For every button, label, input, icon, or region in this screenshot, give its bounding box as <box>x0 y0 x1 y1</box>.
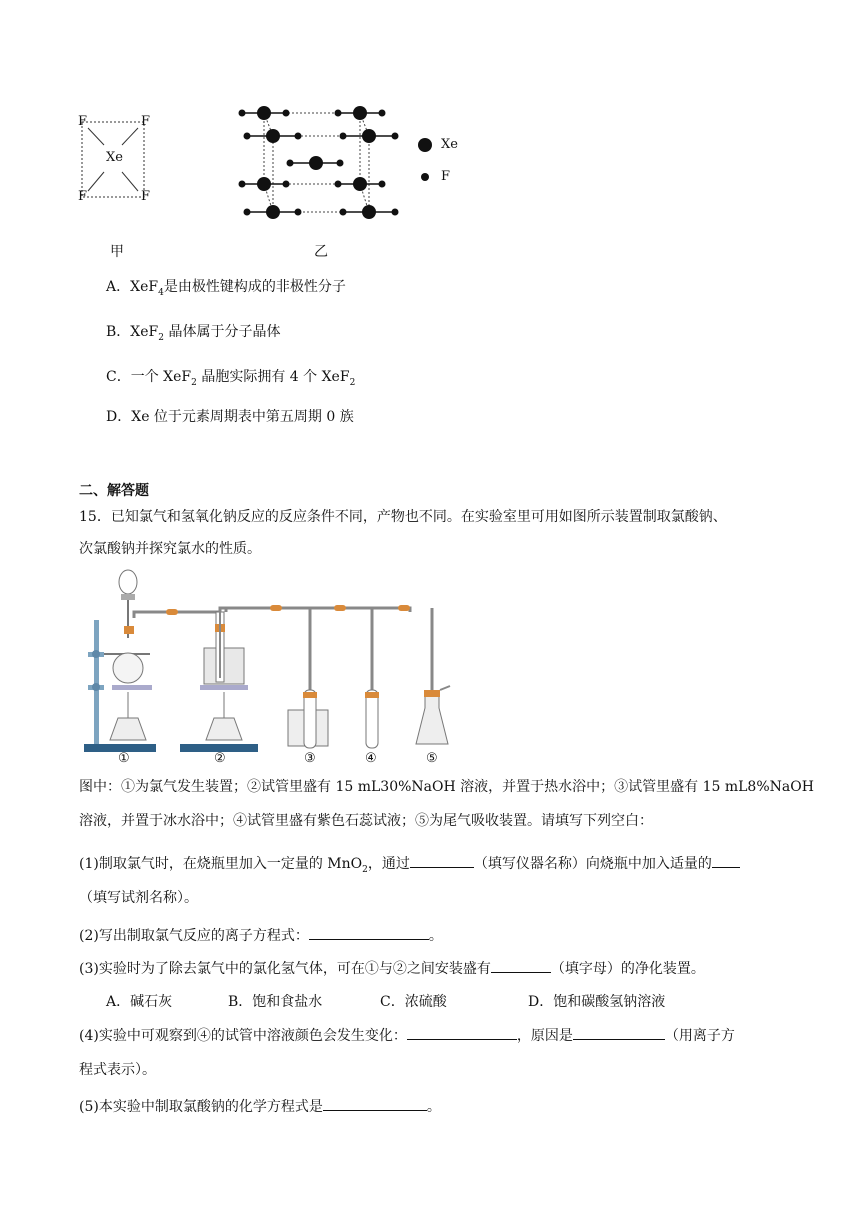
f-label-bottom-left: F <box>78 189 88 204</box>
section-title: 二、解答题 <box>79 483 149 499</box>
option-c <box>106 366 355 388</box>
p1-text: (1)制取氯气时，在烧瓶里加入一定量的 MnO <box>79 856 363 872</box>
p3-text: (3)实验时为了除去氯气中的氯化氢气体，可在①与②之间安装盛有 <box>79 961 491 977</box>
option-b <box>106 321 280 343</box>
apparatus-label-2: ② <box>214 751 226 766</box>
f-label-top-right: F <box>141 114 151 129</box>
p3-option-d: D．饱和碳酸氢钠溶液 <box>528 994 666 1010</box>
p3-option-a: A．碱石灰 <box>106 994 173 1010</box>
p1-text: （填写仪器名称）向烧瓶中加入适量的 <box>473 856 712 872</box>
p1-subscript: 2 <box>362 864 368 875</box>
q15-desc-line2: 溶液，并置于冰水浴中；④试管里盛有紫色石蕊试液；⑤为尾气吸收装置。请填写下列空白： <box>79 813 653 829</box>
apparatus-label-4: ④ <box>365 751 377 766</box>
apparatus-diagram <box>80 568 460 768</box>
q15-intro-line1: 15．已知氯气和氢氧化钠反应的反应条件不同，产物也不同。在实验室里可用如图所示装置制取氯酸钠、 <box>79 509 727 525</box>
answer-blank[interactable] <box>309 925 429 940</box>
option-text: 一个 XeF <box>130 369 192 385</box>
option-d <box>106 406 354 426</box>
option-subscript: 2 <box>191 377 197 388</box>
legend-icons <box>416 136 436 186</box>
q15-part1-line2: （填写试剂名称）。 <box>79 890 198 906</box>
option-text: XeF <box>130 324 159 340</box>
answer-blank[interactable] <box>410 853 474 868</box>
q15-part4 <box>79 1025 735 1045</box>
p4-text: ，原因是 <box>516 1028 573 1044</box>
option-letter: C． <box>106 369 131 385</box>
p3-option-c: C．浓硫酸 <box>380 994 447 1010</box>
answer-blank[interactable] <box>407 1025 517 1040</box>
option-subscript: 2 <box>158 332 164 343</box>
p3-option-b: B．饱和食盐水 <box>228 994 323 1010</box>
xef2-unit-cell-diagram <box>228 100 408 225</box>
p2-text: 。 <box>428 928 443 944</box>
option-subscript: 2 <box>349 377 356 388</box>
q15-part3 <box>79 958 705 978</box>
q15-intro-line2: 次氯酸钠并探究氯水的性质。 <box>79 541 261 557</box>
p2-text: (2)写出制取氯气反应的离子方程式： <box>79 928 309 944</box>
legend-xe-dot-icon <box>418 138 432 152</box>
xe-center-label: Xe <box>106 150 123 165</box>
option-letter: A． <box>106 279 131 295</box>
p4-text: （用离子方 <box>664 1028 735 1044</box>
option-text: Xe 位于元素周期表中第五周期 0 族 <box>131 409 354 425</box>
p5-text: (5)本实验中制取氯酸钠的化学方程式是 <box>79 1099 323 1115</box>
apparatus-label-3: ③ <box>304 751 316 766</box>
option-letter: B． <box>106 324 131 340</box>
answer-blank[interactable] <box>491 958 551 973</box>
p5-text: 。 <box>426 1099 441 1115</box>
option-letter: D． <box>106 409 132 425</box>
answer-blank[interactable] <box>712 853 740 868</box>
q15-part1 <box>79 853 740 875</box>
q15-desc-line1: 图中：①为氯气发生装置；②试管里盛有 15 mL30%NaOH 溶液，并置于热水浴中；③试管里盛有 15 mL8%NaOH <box>79 779 814 795</box>
apparatus-label-5: ⑤ <box>426 751 438 766</box>
q15-part4-line2: 程式表示）。 <box>79 1062 156 1078</box>
legend-xe-label: Xe <box>441 137 458 152</box>
answer-blank[interactable] <box>323 1096 427 1111</box>
q15-part2 <box>79 925 443 945</box>
option-text: XeF <box>130 279 159 295</box>
figure-caption-yi: 乙 <box>314 244 328 260</box>
p3-text: （填字母）的净化装置。 <box>550 961 705 977</box>
option-text: 是由极性键构成的非极性分子 <box>163 279 346 295</box>
q15-part5 <box>79 1096 441 1116</box>
option-subscript: 4 <box>158 287 164 298</box>
apparatus-label-1: ① <box>118 751 130 766</box>
legend-f-dot-icon <box>421 173 429 181</box>
f-label-bottom-right: F <box>141 189 151 204</box>
option-text: 晶体属于分子晶体 <box>164 324 281 340</box>
answer-blank[interactable] <box>573 1025 665 1040</box>
legend-f-label: F <box>441 169 451 184</box>
f-label-top-left: F <box>78 114 88 129</box>
option-text: 晶胞实际拥有 4 个 XeF <box>196 369 350 385</box>
figure-caption-jia: 甲 <box>110 244 124 260</box>
option-a <box>106 276 346 298</box>
p4-text: (4)实验中可观察到④的试管中溶液颜色会发生变化： <box>79 1028 407 1044</box>
p1-text: ，通过 <box>367 856 410 872</box>
